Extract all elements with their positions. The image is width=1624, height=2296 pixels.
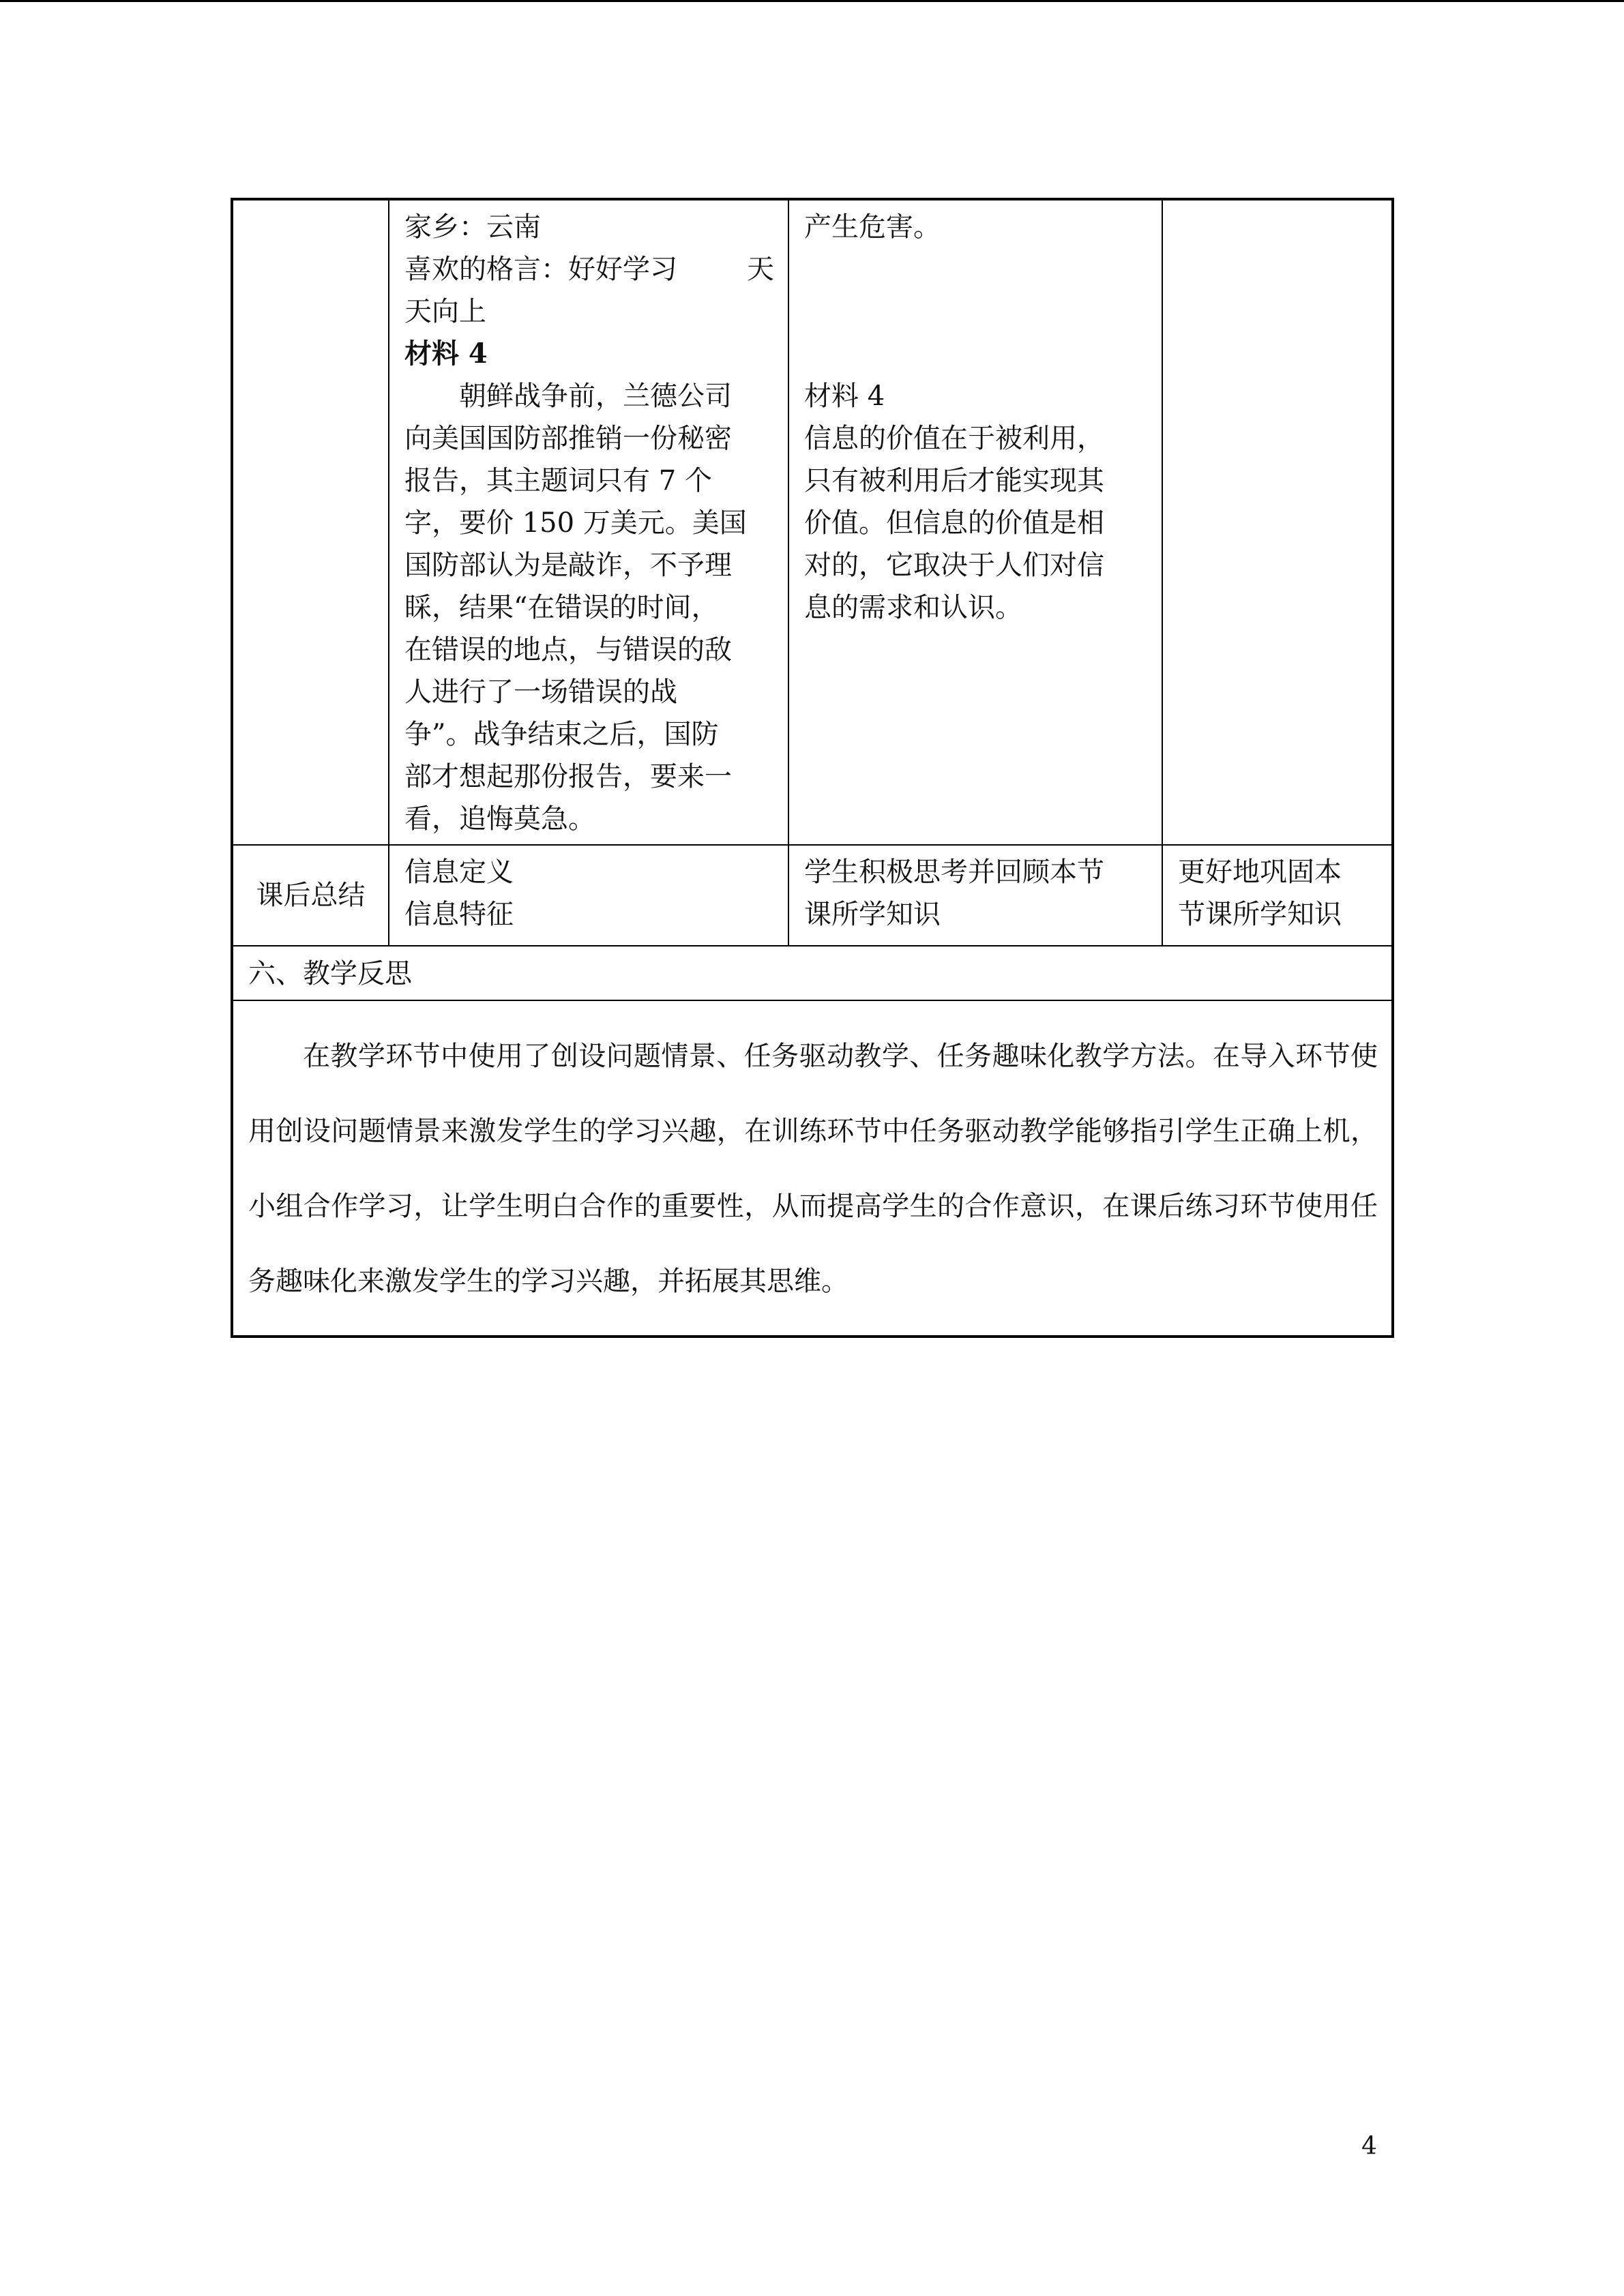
page-top-border — [0, 0, 1624, 2]
material4-line: 字，要价 150 万美元。美国 — [404, 507, 747, 539]
motto-end: 天 — [747, 254, 774, 285]
material4-line: 报告，其主题词只有 7 个 — [404, 465, 712, 496]
spacer — [804, 248, 1148, 290]
section6-heading: 六、教学反思 — [232, 946, 1393, 1000]
student-material4-line: 息的需求和认识。 — [804, 592, 1022, 623]
design-intent-cell-empty — [1162, 199, 1393, 845]
material4-line: 睬，结果“在错误的时间， — [404, 592, 719, 623]
lesson-plan-table — [231, 198, 1394, 1338]
harm-text: 产生危害。 — [804, 211, 941, 243]
stage-cell-empty — [232, 199, 389, 845]
motto-line — [404, 248, 774, 290]
reflection-row — [232, 1000, 1393, 1337]
material4-line: 部才想起那份报告，要来一 — [404, 761, 732, 792]
motto-continuation: 天向上 — [404, 296, 486, 327]
material4-line: 在错误的地点，与错误的敌 — [404, 634, 732, 666]
hometown-text: 家乡：云南 — [404, 211, 541, 243]
material4-title: 材料 4 — [404, 338, 488, 370]
spacer — [804, 290, 1148, 333]
summary-student-line: 课所学知识 — [804, 899, 941, 930]
material4-line: 争”。战争结束之后，国防 — [404, 719, 719, 750]
summary-intent-line: 更好地巩固本 — [1178, 856, 1342, 888]
summary-content-cell — [389, 845, 788, 946]
material4-line: 国防部认为是敲诈，不予理 — [404, 550, 732, 581]
reflection-text: 在教学环节中使用了创设问题情景、任务驱动教学、任务趣味化教学方法。在导入环节使用创设问题情景来激发学生的学习兴趣，在训练环节中任务驱动教学能够指引学生正确上机，小组合作学习，让学生明白合作的重要性，从而提高学生的合作意识，在课后练习环节使用任务趣味化来激发学生的学习兴趣，并拓展其思维。 — [232, 1000, 1393, 1337]
material-row — [232, 199, 1393, 845]
student-material4-line: 价值。但信息的价值是相 — [804, 507, 1104, 539]
summary-student-cell — [788, 845, 1162, 946]
student-material4-line: 信息的价值在于被利用， — [804, 423, 1104, 454]
material4-line: 向美国国防部推销一份秘密 — [404, 423, 732, 454]
material4-line: 看，追悔莫急。 — [404, 803, 595, 835]
summary-intent-cell — [1162, 845, 1393, 946]
summary-intent-line: 节课所学知识 — [1178, 899, 1342, 930]
student-material4-line: 只有被利用后才能实现其 — [804, 465, 1104, 496]
material4-line: 人进行了一场错误的战 — [404, 676, 677, 708]
student-material4-title: 材料 4 — [804, 381, 885, 412]
section-heading-row — [232, 946, 1393, 1000]
summary-content-line: 信息特征 — [404, 899, 514, 930]
summary-label: 课后总结 — [232, 845, 389, 946]
material4-line: 朝鲜战争前，兰德公司 — [459, 381, 732, 412]
spacer — [804, 333, 1148, 375]
page-number: 4 — [1361, 2132, 1377, 2160]
content-cell — [389, 199, 788, 845]
student-material4-line: 对的，它取决于人们对信 — [804, 550, 1104, 581]
summary-content-line: 信息定义 — [404, 856, 514, 888]
summary-student-line: 学生积极思考并回顾本节 — [804, 856, 1104, 888]
student-activity-cell — [788, 199, 1162, 845]
summary-row — [232, 845, 1393, 946]
motto-label: 喜欢的格言：好好学习 — [404, 254, 677, 285]
